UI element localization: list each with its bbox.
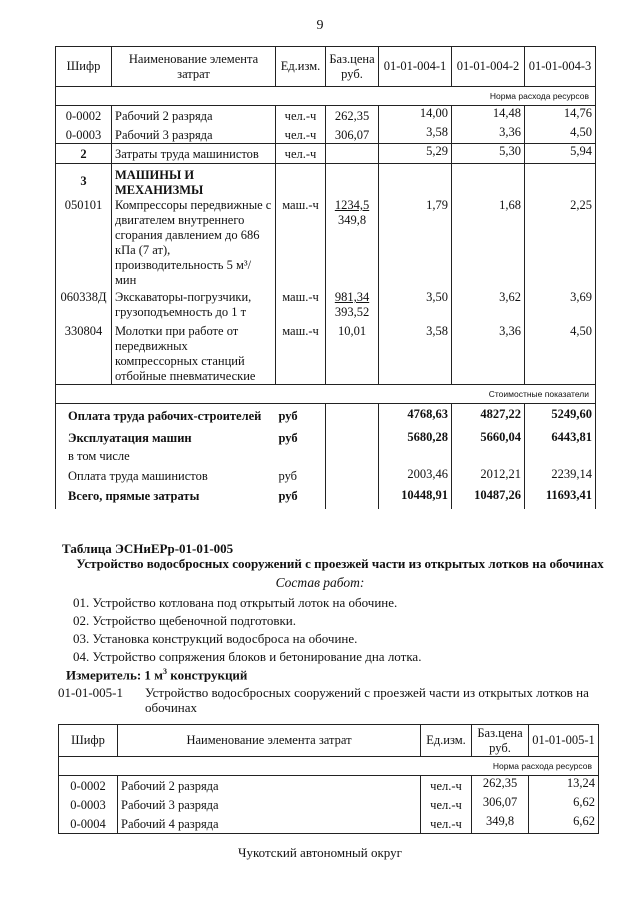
cell-price: 306,07 bbox=[472, 795, 529, 814]
cell-code: 0-0002 bbox=[59, 776, 118, 795]
header-unit: Ед.изм. bbox=[276, 47, 326, 87]
cell-unit: чел.-ч bbox=[421, 795, 472, 814]
cell-name: Затраты труда машинистов bbox=[112, 144, 276, 164]
table-row bbox=[56, 164, 596, 199]
header-code: Шифр bbox=[56, 47, 112, 87]
table-header-row bbox=[56, 47, 596, 87]
cell-unit: чел.-ч bbox=[421, 814, 472, 834]
table-row bbox=[59, 776, 599, 795]
work-item: 01. Устройство котлована под открытый лоток на обочине. bbox=[73, 595, 398, 610]
total-value: 10487,26 bbox=[452, 486, 525, 509]
measure-prefix: Измеритель: 1 м bbox=[66, 667, 164, 683]
cell-name: Рабочий 2 разряда bbox=[118, 776, 421, 795]
cell-code: 2 bbox=[56, 144, 112, 164]
section-title: МАШИНЫ И МЕХАНИЗМЫ bbox=[112, 164, 276, 199]
cell-price: 981,34 bbox=[334, 290, 370, 304]
cell-code: 330804 bbox=[56, 324, 112, 385]
cell-value: 4,50 bbox=[525, 125, 596, 144]
cell-name: Рабочий 3 разряда bbox=[118, 795, 421, 814]
cell-value: 6,62 bbox=[529, 814, 599, 834]
total-row bbox=[56, 426, 596, 448]
total-value: 11693,41 bbox=[525, 486, 596, 509]
cell-unit: чел.-ч bbox=[276, 144, 326, 164]
cost-caption-row bbox=[56, 385, 596, 404]
total-row bbox=[56, 448, 596, 464]
cell-unit: чел.-ч bbox=[276, 106, 326, 125]
measure-sup: 3 bbox=[163, 667, 168, 676]
header-name: Наименование элемента затрат bbox=[118, 725, 421, 757]
cell-value: 1,68 bbox=[452, 198, 525, 290]
cell-unit: чел.-ч bbox=[421, 776, 472, 795]
cell-value: 14,00 bbox=[379, 106, 452, 125]
cell-code: 3 bbox=[56, 164, 112, 199]
cell-name: Рабочий 2 разряда bbox=[112, 106, 276, 125]
header-col-1: 01-01-005-1 bbox=[529, 725, 599, 757]
total-value: 6443,81 bbox=[525, 426, 596, 448]
table-row bbox=[59, 795, 599, 814]
header-name: Наименование элемента затрат bbox=[112, 47, 276, 87]
work-item: 04. Устройство сопряжения блоков и бетонирование дна лотка. bbox=[73, 649, 422, 664]
page-number: 9 bbox=[316, 18, 324, 33]
cell-value: 5,94 bbox=[525, 144, 596, 164]
cell-value: 5,29 bbox=[379, 144, 452, 164]
total-unit: руб bbox=[276, 486, 326, 509]
total-value: 5680,28 bbox=[379, 426, 452, 448]
cell-unit: маш.-ч bbox=[276, 290, 326, 324]
total-value: 2003,46 bbox=[379, 464, 452, 486]
cell-value: 13,24 bbox=[529, 776, 599, 795]
cell-value: 6,62 bbox=[529, 795, 599, 814]
total-label: в том числе bbox=[56, 448, 276, 464]
table-title: Таблица ЭСНиЕРр-01-01-005 bbox=[62, 541, 234, 556]
norm-caption: Норма расхода ресурсов bbox=[59, 757, 599, 776]
cell-name: Молотки при работе от передвижных компрессорных станций отбойные пневматические bbox=[112, 324, 276, 385]
total-label: Всего, прямые затраты bbox=[56, 486, 276, 509]
cell-price: 306,07 bbox=[326, 125, 379, 144]
table-row bbox=[56, 106, 596, 125]
cell-name: Экскаваторы-погрузчики, грузоподъемность до 1 т bbox=[112, 290, 276, 324]
work-item: 03. Установка конструкций водосброса на обочине. bbox=[73, 631, 358, 646]
measure-suffix: конструкций bbox=[167, 667, 248, 683]
cell-value: 14,48 bbox=[452, 106, 525, 125]
total-label: Эксплуатация машин bbox=[56, 426, 276, 448]
total-value: 4768,63 bbox=[379, 404, 452, 426]
table-row bbox=[56, 290, 596, 324]
cell-price bbox=[326, 144, 379, 164]
total-row bbox=[56, 404, 596, 426]
cell-value: 4,50 bbox=[525, 324, 596, 385]
cell-price-secondary: 349,8 bbox=[337, 213, 367, 227]
works-caption: Состав работ: bbox=[275, 575, 365, 590]
cell-value: 3,36 bbox=[452, 324, 525, 385]
header-col-1: 01-01-004-1 bbox=[379, 47, 452, 87]
section-subtitle: Устройство водосбросных сооружений с проезжей части из открытых лотков на обочинах bbox=[76, 556, 604, 571]
cell-price: 262,35 bbox=[326, 106, 379, 125]
total-value: 5249,60 bbox=[525, 404, 596, 426]
cell-unit: маш.-ч bbox=[276, 198, 326, 290]
resource-table-005 bbox=[58, 724, 599, 834]
cell-value: 14,76 bbox=[525, 106, 596, 125]
total-unit: руб bbox=[276, 426, 326, 448]
cell-code: 0-0003 bbox=[59, 795, 118, 814]
page-footer: Чукотский автономный округ bbox=[238, 845, 402, 860]
header-unit: Ед.изм. bbox=[421, 725, 472, 757]
resource-table-004 bbox=[55, 46, 596, 509]
norm-description: Устройство водосбросных сооружений с проезжей части из открытых лотков на обочинах bbox=[145, 685, 589, 715]
table-row bbox=[56, 198, 596, 290]
header-col-3: 01-01-004-3 bbox=[525, 47, 596, 87]
cost-caption: Стоимостные показатели bbox=[56, 385, 596, 404]
total-value: 4827,22 bbox=[452, 404, 525, 426]
cell-value: 3,69 bbox=[525, 290, 596, 324]
work-item: 02. Устройство щебеночной подготовки. bbox=[73, 613, 296, 628]
cell-value: 1,79 bbox=[379, 198, 452, 290]
cell-value: 3,36 bbox=[452, 125, 525, 144]
header-price: Баз.цена руб. bbox=[326, 47, 379, 87]
table-header-row bbox=[59, 725, 599, 757]
cell-code: 0-0004 bbox=[59, 814, 118, 834]
cell-code: 0-0003 bbox=[56, 125, 112, 144]
norm-code: 01-01-005-1 bbox=[58, 685, 123, 700]
cell-value: 3,50 bbox=[379, 290, 452, 324]
norm-caption-row bbox=[59, 757, 599, 776]
cell-price: 10,01 bbox=[326, 324, 379, 385]
header-code: Шифр bbox=[59, 725, 118, 757]
table-row bbox=[59, 814, 599, 834]
header-col-2: 01-01-004-2 bbox=[452, 47, 525, 87]
total-unit: руб bbox=[276, 464, 326, 486]
total-label: Оплата труда рабочих-строителей bbox=[56, 404, 276, 426]
cell-value: 3,62 bbox=[452, 290, 525, 324]
cell-name: Рабочий 4 разряда bbox=[118, 814, 421, 834]
cell-price: 262,35 bbox=[472, 776, 529, 795]
cell-unit: чел.-ч bbox=[276, 125, 326, 144]
norm-caption-row bbox=[56, 87, 596, 106]
cell-code: 060338Д bbox=[56, 290, 112, 324]
cell-name: Компрессоры передвижные с двигателем внутреннего сгорания давлением до 686 кПа (7 ат), производительность 5 м³/мин bbox=[112, 198, 276, 290]
cell-code: 050101 bbox=[56, 198, 112, 290]
table-row bbox=[56, 324, 596, 385]
cell-value: 2,25 bbox=[525, 198, 596, 290]
total-value: 2012,21 bbox=[452, 464, 525, 486]
total-row bbox=[56, 486, 596, 509]
cell-code: 0-0002 bbox=[56, 106, 112, 125]
cell-value: 3,58 bbox=[379, 125, 452, 144]
cell-value: 3,58 bbox=[379, 324, 452, 385]
table-row bbox=[56, 144, 596, 164]
measure-line bbox=[66, 667, 247, 683]
total-value: 5660,04 bbox=[452, 426, 525, 448]
total-unit: руб bbox=[276, 404, 326, 426]
cell-price: 349,8 bbox=[472, 814, 529, 834]
cell-name: Рабочий 3 разряда bbox=[112, 125, 276, 144]
table-row bbox=[56, 125, 596, 144]
total-value: 10448,91 bbox=[379, 486, 452, 509]
cell-price: 1234,5 bbox=[334, 198, 370, 212]
cell-value: 5,30 bbox=[452, 144, 525, 164]
norm-caption: Норма расхода ресурсов bbox=[56, 87, 596, 106]
total-row bbox=[56, 464, 596, 486]
total-value: 2239,14 bbox=[525, 464, 596, 486]
cell-price-secondary: 393,52 bbox=[334, 305, 370, 319]
total-label: Оплата труда машинистов bbox=[56, 464, 276, 486]
header-price: Баз.цена руб. bbox=[472, 725, 529, 757]
cell-unit: маш.-ч bbox=[276, 324, 326, 385]
